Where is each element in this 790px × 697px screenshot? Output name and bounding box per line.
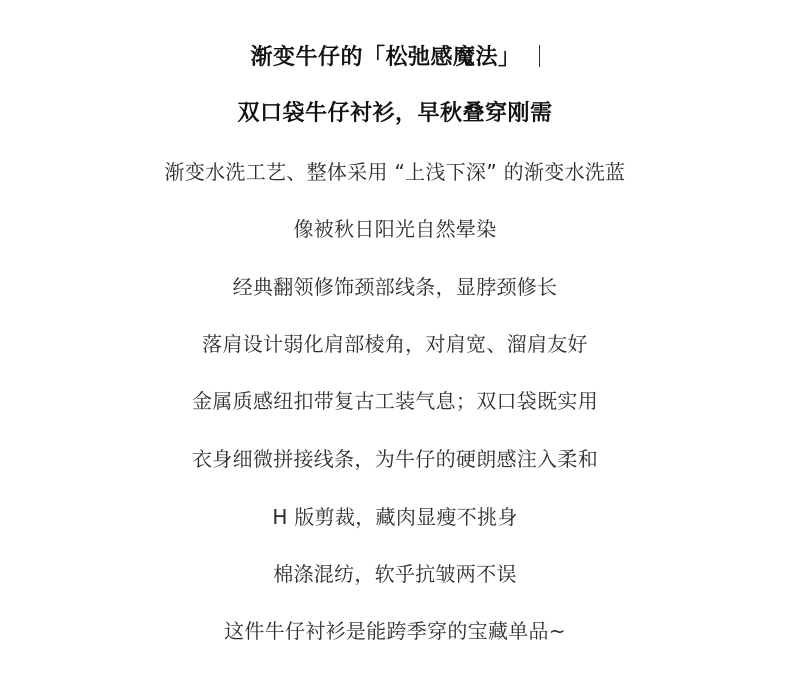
body-line-5: 金属质感纽扣带复古工装气息；双口袋既实用 [192,389,598,413]
body-line-4: 落肩设计弱化肩部棱角，对肩宽、溜肩友好 [202,332,588,356]
body-line-9: 这件牛仔衬衫是能跨季穿的宝藏单品~ [224,619,566,643]
headline-text-1: 渐变牛仔的「松弛感魔法」 [250,45,521,70]
text-cursor [539,45,540,67]
headline-line-1 [0,45,790,69]
body-line-2: 像被秋日阳光自然晕染 [293,217,497,241]
body-line-1: 渐变水洗工艺、整体采用 “上浅下深” 的渐变水洗蓝 [164,160,626,184]
body-line-3: 经典翻领修饰颈部线条，显脖颈修长 [232,275,558,299]
body-line-6: 衣身细微拼接线条，为牛仔的硬朗感注入柔和 [192,447,598,471]
body-line-8: 棉涤混纺，软乎抗皱两不误 [273,562,517,586]
headline-line-2: 双口袋牛仔衬衫，早秋叠穿刚需 [237,101,553,126]
body-line-7: H 版剪裁，藏肉显瘦不挑身 [272,505,518,529]
